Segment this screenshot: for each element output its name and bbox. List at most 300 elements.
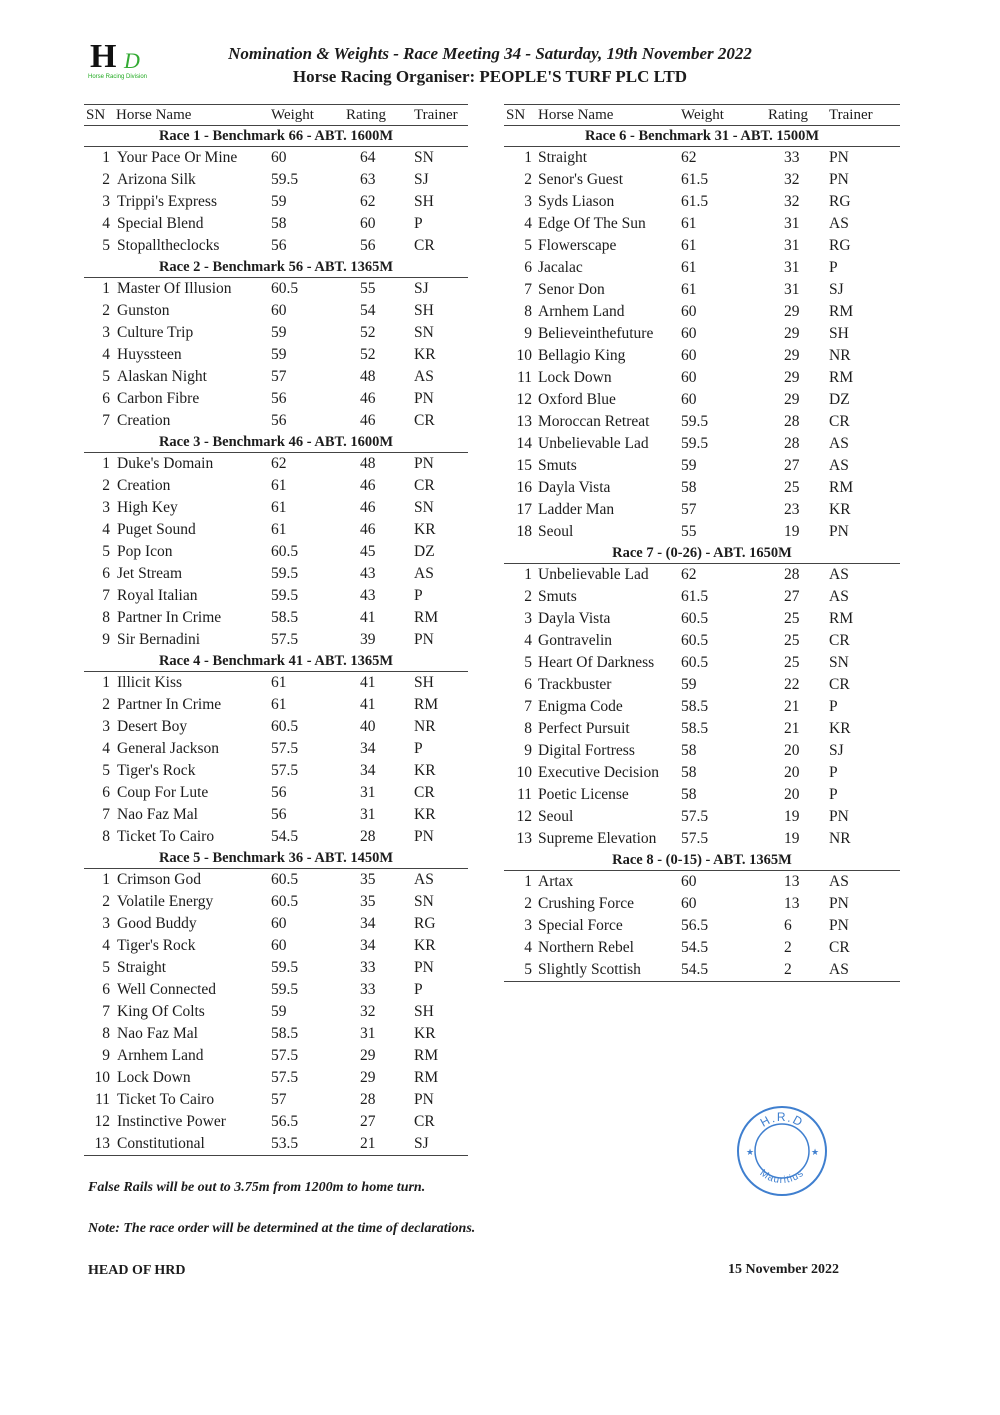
entry-sn: 11: [95, 1091, 110, 1108]
horse-name: Good Buddy: [117, 915, 197, 932]
table-row: [84, 738, 468, 760]
horse-weight: 61: [681, 281, 697, 298]
table-row: [504, 893, 900, 915]
entry-sn: 13: [516, 413, 532, 430]
entry-sn: 4: [102, 740, 110, 757]
horse-rating: 46: [360, 390, 376, 407]
horse-rating: 20: [784, 786, 800, 803]
table-row: [84, 716, 468, 738]
horse-weight: 57.5: [681, 830, 709, 847]
entry-sn: 1: [102, 455, 110, 472]
horse-trainer: DZ: [829, 391, 850, 408]
table-row: [504, 608, 900, 630]
horse-trainer: CR: [414, 1113, 435, 1130]
horse-rating: 20: [784, 764, 800, 781]
entry-sn: 3: [102, 915, 110, 932]
horse-name: Dayla Vista: [538, 610, 611, 627]
table-row: [84, 169, 468, 191]
horse-weight: 60.5: [681, 654, 709, 671]
horse-rating: 33: [360, 959, 376, 976]
right-race-list: [504, 126, 900, 982]
entry-sn: 4: [524, 632, 532, 649]
entry-sn: 14: [516, 435, 532, 452]
table-row: [504, 521, 900, 543]
entry-sn: 7: [524, 281, 532, 298]
horse-name: Oxford Blue: [538, 391, 616, 408]
race-title: Race 2 - Benchmark 56 - ABT. 1365M: [84, 257, 468, 278]
horse-weight: 61: [271, 696, 287, 713]
entry-sn: 5: [524, 961, 532, 978]
horse-trainer: PN: [414, 455, 434, 472]
horse-name: Digital Fortress: [538, 742, 635, 759]
horse-trainer: PN: [414, 390, 434, 407]
entry-sn: 8: [102, 609, 110, 626]
table-row: [504, 959, 900, 982]
horse-trainer: SH: [829, 325, 849, 342]
table-row: [504, 257, 900, 279]
entry-sn: 1: [102, 149, 110, 166]
horse-weight: 58: [681, 764, 697, 781]
horse-rating: 34: [360, 937, 376, 954]
horse-weight: 61.5: [681, 193, 709, 210]
race-block: [84, 126, 468, 257]
horse-name: Poetic License: [538, 786, 629, 803]
hrd-stamp: [736, 1105, 828, 1197]
race-title: Race 5 - Benchmark 36 - ABT. 1450M: [84, 848, 468, 869]
horse-weight: 60: [681, 325, 697, 342]
table-row: [504, 937, 900, 959]
horse-name: Well Connected: [117, 981, 217, 998]
horse-weight: 61: [271, 674, 287, 691]
horse-name: Puget Sound: [117, 521, 196, 538]
horse-name: Trippi's Express: [117, 193, 217, 210]
horse-trainer: SJ: [829, 742, 844, 759]
entry-sn: 2: [102, 696, 110, 713]
svg-text:Mauritius: [758, 1168, 807, 1186]
horse-rating: 33: [360, 981, 376, 998]
horse-trainer: KR: [829, 720, 851, 737]
table-row: [504, 915, 900, 937]
horse-name: Nao Faz Mal: [117, 806, 198, 823]
horse-weight: 56: [271, 806, 287, 823]
entry-sn: 18: [516, 523, 532, 540]
horse-trainer: AS: [829, 566, 849, 583]
horse-rating: 62: [360, 193, 376, 210]
horse-name: High Key: [117, 499, 178, 516]
horse-name: Carbon Fibre: [117, 390, 200, 407]
entry-sn: 8: [102, 1025, 110, 1042]
horse-weight: 60: [681, 347, 697, 364]
entry-sn: 1: [102, 280, 110, 297]
entry-sn: 2: [102, 893, 110, 910]
horse-rating: 46: [360, 499, 376, 516]
horse-weight: 61: [681, 259, 697, 276]
horse-weight: 61: [271, 477, 287, 494]
header-horse-name: Horse Name: [116, 107, 192, 123]
horse-rating: 29: [784, 391, 800, 408]
horse-name: Perfect Pursuit: [538, 720, 630, 737]
horse-trainer: AS: [414, 368, 434, 385]
table-row: [84, 629, 468, 651]
horse-trainer: PN: [829, 149, 849, 166]
horse-trainer: PN: [829, 808, 849, 825]
entry-sn: 1: [102, 674, 110, 691]
horse-trainer: P: [414, 740, 423, 757]
horse-weight: 59: [271, 193, 287, 210]
horse-trainer: SJ: [414, 280, 429, 297]
table-row: [504, 564, 900, 586]
horse-name: Lock Down: [538, 369, 612, 386]
table-row: [504, 191, 900, 213]
horse-name: Lock Down: [117, 1069, 191, 1086]
horse-rating: 23: [784, 501, 800, 518]
column-header: [84, 104, 468, 126]
horse-rating: 21: [784, 698, 800, 715]
entry-sn: 2: [102, 302, 110, 319]
horse-name: Creation: [117, 477, 171, 494]
table-row: [84, 694, 468, 716]
race-title: Race 3 - Benchmark 46 - ABT. 1600M: [84, 432, 468, 453]
horse-name: Illicit Kiss: [117, 674, 183, 691]
entry-sn: 10: [94, 1069, 110, 1086]
table-row: [84, 1133, 468, 1156]
horse-weight: 57.5: [271, 1047, 299, 1064]
entry-sn: 7: [102, 806, 110, 823]
horse-weight: 53.5: [271, 1135, 299, 1152]
horse-trainer: PN: [829, 171, 849, 188]
horse-weight: 59.5: [271, 981, 299, 998]
entry-sn: 3: [524, 193, 532, 210]
horse-trainer: P: [414, 981, 423, 998]
table-row: [84, 935, 468, 957]
horse-name: Syds Liason: [538, 193, 615, 210]
horse-trainer: AS: [414, 871, 434, 888]
table-row: [84, 410, 468, 432]
horse-trainer: CR: [829, 676, 850, 693]
horse-weight: 59: [681, 457, 697, 474]
horse-name: Smuts: [538, 457, 577, 474]
entry-sn: 16: [516, 479, 532, 496]
horse-name: Tiger's Rock: [117, 762, 196, 779]
horse-weight: 58.5: [681, 720, 709, 737]
entry-sn: 2: [524, 895, 532, 912]
horse-rating: 28: [784, 435, 800, 452]
entry-sn: 4: [102, 215, 110, 232]
horse-weight: 60: [271, 302, 287, 319]
horse-name: Senor Don: [538, 281, 605, 298]
race-block: [84, 432, 468, 651]
horse-name: Volatile Energy: [117, 893, 214, 910]
race-title: Race 7 - (0-26) - ABT. 1650M: [504, 543, 900, 564]
table-row: [84, 497, 468, 519]
horse-trainer: AS: [829, 457, 849, 474]
horse-trainer: SN: [414, 149, 434, 166]
entry-sn: 8: [524, 720, 532, 737]
entry-sn: 5: [102, 368, 110, 385]
horse-rating: 35: [360, 871, 376, 888]
horse-rating: 32: [784, 171, 800, 188]
table-row: [84, 1001, 468, 1023]
horse-rating: 41: [360, 674, 376, 691]
header-sn: SN: [506, 107, 526, 123]
horse-weight: 54.5: [271, 828, 299, 845]
horse-weight: 57.5: [271, 631, 299, 648]
horse-trainer: SH: [414, 1003, 434, 1020]
horse-weight: 56: [271, 237, 287, 254]
horse-rating: 40: [360, 718, 376, 735]
table-row: [84, 191, 468, 213]
horse-weight: 59: [271, 324, 287, 341]
horse-trainer: SH: [414, 674, 434, 691]
horse-name: Tiger's Rock: [117, 937, 196, 954]
entry-sn: 4: [524, 215, 532, 232]
entry-sn: 5: [524, 237, 532, 254]
horse-weight: 60.5: [681, 632, 709, 649]
horse-trainer: P: [829, 764, 838, 781]
table-row: [84, 300, 468, 322]
horse-trainer: SH: [414, 302, 434, 319]
horse-name: General Jackson: [117, 740, 219, 757]
table-row: [84, 563, 468, 585]
entry-sn: 4: [102, 521, 110, 538]
horse-name: Ticket To Cairo: [117, 1091, 215, 1108]
entry-sn: 2: [102, 171, 110, 188]
table-row: [84, 869, 468, 891]
horse-trainer: KR: [414, 1025, 436, 1042]
stamp-top-text: H.R.D: [757, 1110, 807, 1130]
horse-trainer: RM: [829, 479, 854, 496]
horse-name: Gunston: [117, 302, 170, 319]
horse-weight: 59: [271, 1003, 287, 1020]
entry-sn: 2: [524, 171, 532, 188]
table-row: [84, 453, 468, 475]
horse-rating: 43: [360, 565, 376, 582]
horse-trainer: CR: [414, 412, 435, 429]
entry-sn: 4: [102, 346, 110, 363]
horse-weight: 57.5: [271, 1069, 299, 1086]
entry-sn: 9: [524, 742, 532, 759]
horse-rating: 54: [360, 302, 376, 319]
horse-weight: 59.5: [271, 587, 299, 604]
horse-trainer: CR: [829, 632, 850, 649]
horse-rating: 35: [360, 893, 376, 910]
horse-weight: 57: [271, 368, 287, 385]
horse-weight: 59.5: [271, 959, 299, 976]
horse-weight: 59.5: [271, 171, 299, 188]
horse-weight: 60: [681, 391, 697, 408]
horse-trainer: DZ: [414, 543, 435, 560]
horse-rating: 32: [784, 193, 800, 210]
entry-sn: 7: [102, 587, 110, 604]
entry-sn: 6: [102, 784, 110, 801]
horse-weight: 59: [681, 676, 697, 693]
horse-trainer: CR: [414, 477, 435, 494]
horse-rating: 19: [784, 830, 800, 847]
table-row: [84, 388, 468, 410]
horse-weight: 59: [271, 346, 287, 363]
horse-name: Ticket To Cairo: [117, 828, 215, 845]
horse-name: Supreme Elevation: [538, 830, 657, 847]
entry-sn: 5: [102, 237, 110, 254]
horse-trainer: RM: [414, 609, 439, 626]
race-title: Race 4 - Benchmark 41 - ABT. 1365M: [84, 651, 468, 672]
table-row: [504, 806, 900, 828]
entry-sn: 8: [524, 303, 532, 320]
horse-rating: 32: [360, 1003, 376, 1020]
right-column: [504, 104, 900, 982]
horse-trainer: NR: [829, 830, 851, 847]
entry-sn: 2: [524, 588, 532, 605]
horse-weight: 60.5: [271, 280, 299, 297]
table-row: [504, 147, 900, 169]
horse-rating: 46: [360, 521, 376, 538]
horse-name: Partner In Crime: [117, 609, 222, 626]
horse-weight: 58.5: [271, 1025, 299, 1042]
horse-rating: 21: [360, 1135, 376, 1152]
entry-sn: 13: [94, 1135, 110, 1152]
entry-sn: 3: [524, 610, 532, 627]
entry-sn: 10: [516, 764, 532, 781]
horse-name: Special Force: [538, 917, 623, 934]
entry-sn: 10: [516, 347, 532, 364]
race-block: [504, 850, 900, 982]
signatory: HEAD OF HRD: [88, 1263, 186, 1278]
horse-weight: 59.5: [271, 565, 299, 582]
horse-name: Huyssteen: [117, 346, 182, 363]
entry-sn: 4: [524, 939, 532, 956]
race-block: [504, 543, 900, 850]
race-block: [84, 848, 468, 1156]
horse-rating: 28: [360, 828, 376, 845]
horse-rating: 31: [784, 215, 800, 232]
horse-rating: 34: [360, 740, 376, 757]
entry-sn: 5: [524, 654, 532, 671]
horse-rating: 41: [360, 609, 376, 626]
horse-name: Gontravelin: [538, 632, 613, 649]
horse-trainer: SJ: [414, 171, 429, 188]
horse-trainer: KR: [414, 346, 436, 363]
horse-rating: 27: [784, 588, 800, 605]
entry-sn: 7: [102, 1003, 110, 1020]
table-row: [84, 235, 468, 257]
horse-trainer: AS: [414, 565, 434, 582]
horse-weight: 60: [681, 303, 697, 320]
horse-name: Northern Rebel: [538, 939, 634, 956]
table-row: [504, 433, 900, 455]
horse-trainer: RG: [829, 237, 851, 254]
horse-name: Coup For Lute: [117, 784, 209, 801]
horse-rating: 39: [360, 631, 376, 648]
entry-sn: 5: [102, 959, 110, 976]
horse-trainer: PN: [829, 895, 849, 912]
horse-trainer: RG: [414, 915, 436, 932]
horse-weight: 57.5: [681, 808, 709, 825]
table-row: [84, 826, 468, 848]
horse-trainer: RM: [414, 1047, 439, 1064]
horse-rating: 31: [360, 1025, 376, 1042]
horse-weight: 60.5: [271, 893, 299, 910]
entry-sn: 15: [516, 457, 532, 474]
entry-sn: 13: [516, 830, 532, 847]
horse-name: Your Pace Or Mine: [117, 149, 238, 166]
table-row: [84, 519, 468, 541]
horse-rating: 34: [360, 915, 376, 932]
horse-weight: 62: [681, 566, 697, 583]
entry-sn: 3: [102, 324, 110, 341]
table-row: [504, 718, 900, 740]
horse-name: Moroccan Retreat: [538, 413, 650, 430]
horse-name: Believeinthefuture: [538, 325, 654, 342]
table-row: [504, 279, 900, 301]
horse-name: Arnhem Land: [538, 303, 625, 320]
horse-weight: 60.5: [271, 871, 299, 888]
horse-rating: 13: [784, 873, 800, 890]
horse-weight: 60: [681, 369, 697, 386]
table-row: [504, 871, 900, 893]
horse-name: Smuts: [538, 588, 577, 605]
horse-weight: 61: [271, 499, 287, 516]
horse-name: Arizona Silk: [117, 171, 196, 188]
entry-sn: 4: [102, 937, 110, 954]
horse-trainer: P: [829, 259, 838, 276]
horse-rating: 21: [784, 720, 800, 737]
horse-name: Straight: [117, 959, 167, 976]
entry-sn: 6: [102, 390, 110, 407]
horse-rating: 29: [360, 1047, 376, 1064]
table-row: [84, 760, 468, 782]
header-rating: Rating: [346, 107, 386, 123]
horse-name: Crushing Force: [538, 895, 635, 912]
horse-name: Nao Faz Mal: [117, 1025, 198, 1042]
entry-sn: 7: [102, 412, 110, 429]
horse-rating: 63: [360, 171, 376, 188]
header-weight: Weight: [271, 107, 314, 123]
table-row: [84, 1045, 468, 1067]
entry-sn: 6: [524, 259, 532, 276]
table-row: [84, 344, 468, 366]
horse-trainer: PN: [829, 523, 849, 540]
logo-d-letter: D: [124, 48, 140, 73]
entry-sn: 8: [102, 828, 110, 845]
horse-name: Bellagio King: [538, 347, 626, 364]
entry-sn: 17: [516, 501, 532, 518]
horse-rating: 19: [784, 523, 800, 540]
horse-trainer: CR: [414, 237, 435, 254]
table-row: [504, 674, 900, 696]
entry-sn: 6: [102, 981, 110, 998]
race-block: [504, 126, 900, 543]
horse-trainer: SH: [414, 193, 434, 210]
horse-trainer: RM: [829, 610, 854, 627]
horse-name: Slightly Scottish: [538, 961, 641, 978]
horse-rating: 34: [360, 762, 376, 779]
horse-name: Master Of Illusion: [117, 280, 232, 297]
horse-rating: 55: [360, 280, 376, 297]
horse-weight: 57: [271, 1091, 287, 1108]
horse-name: Partner In Crime: [117, 696, 222, 713]
table-row: [504, 762, 900, 784]
entry-sn: 3: [524, 917, 532, 934]
horse-rating: 2: [784, 961, 792, 978]
table-row: [504, 235, 900, 257]
horse-name: Crimson God: [117, 871, 201, 888]
table-row: [504, 169, 900, 191]
horse-trainer: AS: [829, 588, 849, 605]
table-row: [84, 957, 468, 979]
horse-rating: 13: [784, 895, 800, 912]
table-row: [84, 475, 468, 497]
column-header: [504, 104, 900, 126]
